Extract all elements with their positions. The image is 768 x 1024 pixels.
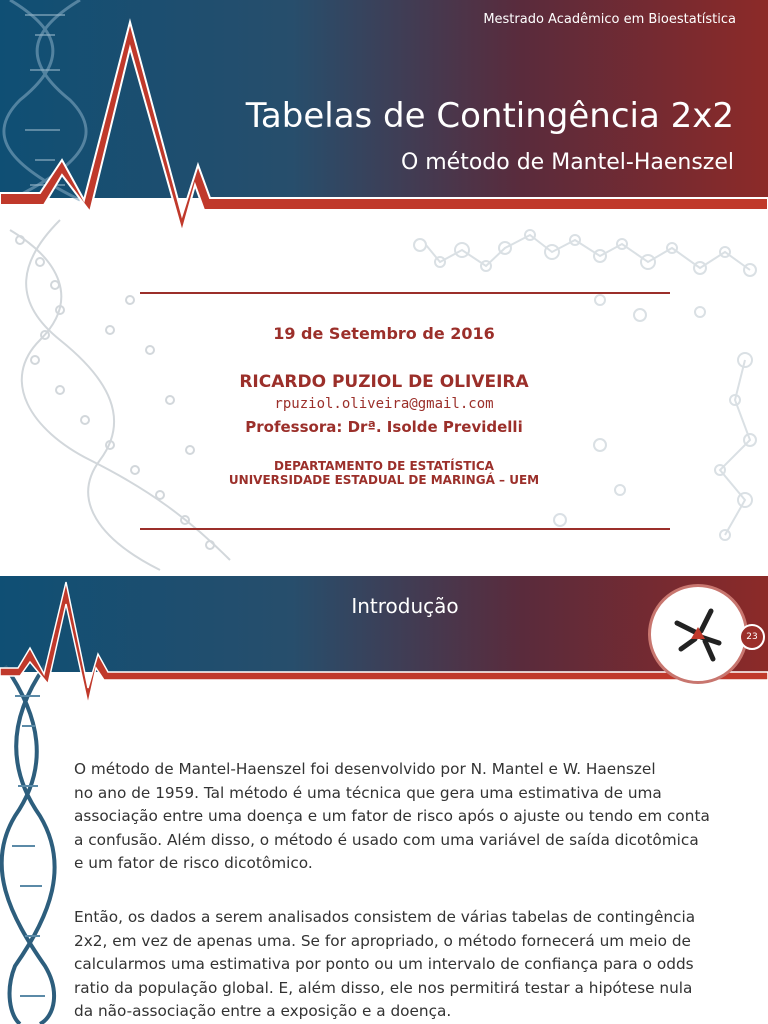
paragraph-line: associação entre uma doença e um fator de risco após o ajuste ou tendo em conta xyxy=(74,807,710,825)
divider-bottom xyxy=(140,528,670,530)
paragraph-line: a confusão. Além disso, o método é usado com uma variável de saída dicotômica xyxy=(74,830,699,849)
department-name: DEPARTAMENTO DE ESTATÍSTICA xyxy=(274,459,494,473)
uem-logo xyxy=(648,584,748,684)
paragraph-line: Então, os dados a serem analisados consistem de várias tabelas de contingência xyxy=(74,908,696,926)
paragraph-line: 2x2, em vez de apenas uma. Se for apropriado, o método fornecerá um meio de xyxy=(74,931,691,950)
professor-name: Professora: Drª. Isolde Previdelli xyxy=(245,418,523,436)
page-number-badge: 23 xyxy=(739,624,765,650)
university-name: UNIVERSIDADE ESTADUAL DE MARINGÁ – UEM xyxy=(228,473,540,487)
paragraph-line: da não-associação entre a exposição e a doença. xyxy=(74,1002,452,1020)
author-name: RICARDO PUZIOL DE OLIVEIRA xyxy=(239,372,529,392)
slide-title: Tabelas de Contingência 2x2 xyxy=(245,96,734,136)
slide-subtitle: O método de Mantel-Haenszel xyxy=(400,150,734,175)
divider-top xyxy=(140,292,670,294)
intro-slide xyxy=(0,576,768,1024)
program-header: Mestrado Acadêmico em Bioestatística xyxy=(483,12,736,27)
author-email: rpuziol.oliveira@gmail.com xyxy=(274,396,494,412)
uem-logo-icon xyxy=(651,587,745,681)
paragraph-line: no ano de 1959. Tal método é uma técnica que gera uma estimativa de uma xyxy=(74,783,662,802)
intro-paragraph-2 xyxy=(74,906,766,1024)
paragraph-line: calcularmos uma estimativa por ponto ou um intervalo de confiança para o odds xyxy=(74,955,694,973)
section-title: Introdução xyxy=(351,594,459,618)
intro-paragraph-1 xyxy=(74,758,766,876)
paragraph-line: e um fator de risco dicotômico. xyxy=(74,854,313,872)
paragraph-line: O método de Mantel-Haenszel foi desenvolvido por N. Mantel e W. Haenszel xyxy=(74,760,656,778)
presentation-date: 19 de Setembro de 2016 xyxy=(273,324,495,343)
paragraph-line: ratio da população global. E, além disso, ele nos permitirá testar a hipótese nula xyxy=(74,978,693,997)
